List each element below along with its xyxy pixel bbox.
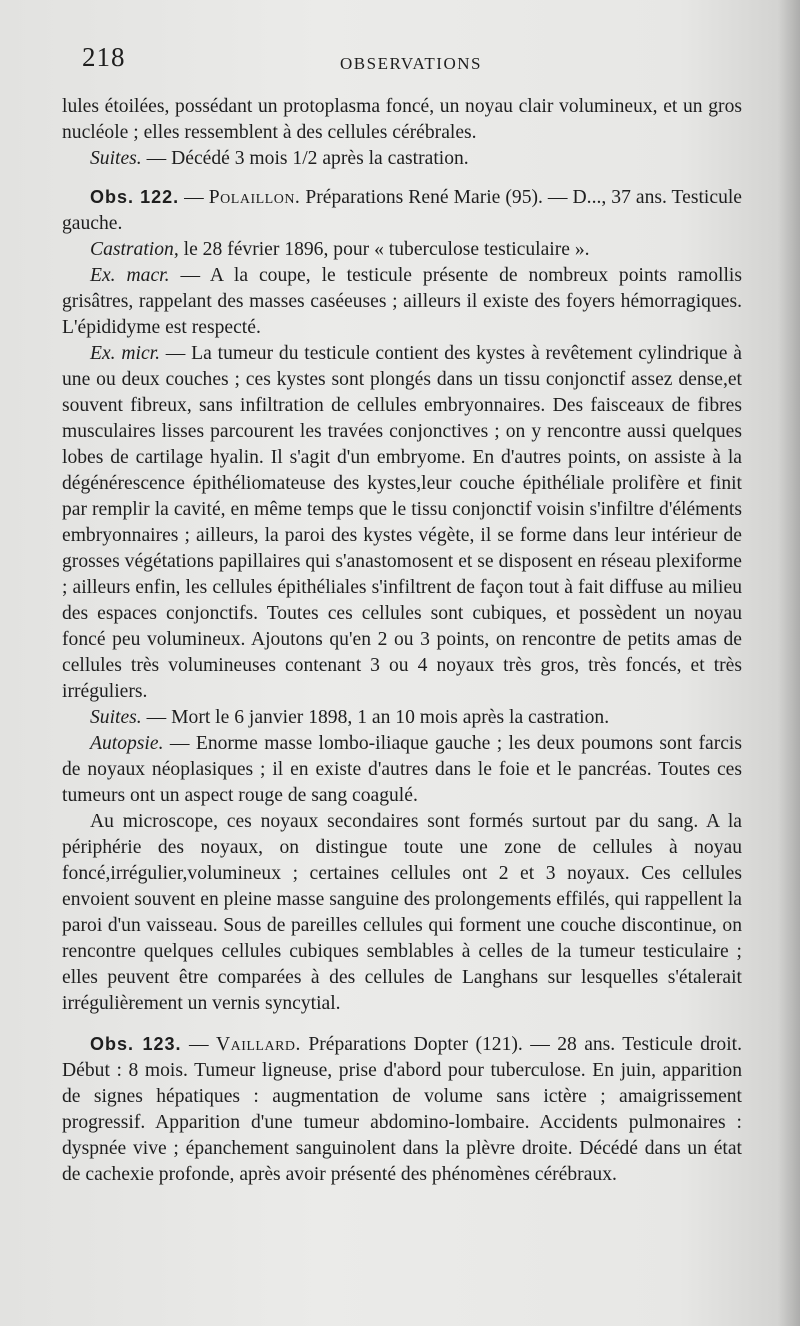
section-label: Suites. bbox=[90, 707, 142, 728]
observation-author: Vaillard. bbox=[215, 1034, 301, 1055]
separator: — bbox=[179, 187, 209, 208]
paragraph-text: — La tumeur du testicule contient des kystes à revêtement cylindrique à une ou deux couches ; ces kystes sont plongés dans un tissu conjonctif assez dense,et souvent fibreux, sans infiltration de cellules embryonnaires. Des faisceaux de fibres musculaires lisses parcourent les travées conjonctives ; on y rencontre aussi quelques lobes de cartilage hyalin. Il s'agit d'un embryome. En d'autres points, on assiste à la dégénérescence épithéliomateuse des kystes,leur couche épithéliale prolifère et finit par remplir la cavité, en même temps que le tissu conjonctif voisin s'infiltre d'éléments embryonnaires ; ailleurs, la paroi des kystes végète, il se forme dans leur intérieur de grosses végétations papillaires qui s'anastomosent et se disposent en réseau plexiforme ; ailleurs enfin, les cellules épithéliales s'infiltrent de façon tout à fait diffuse au milieu des espaces conjonctifs. Toutes ces cellules sont cubiques, et possèdent un noyau foncé peu volumineux. Ajoutons qu'en 2 ou 3 points, on rencontre de petits amas de cellules très volumineuses contenant 3 ou 4 noyaux très gros, très foncés, et très irréguliers. bbox=[62, 343, 742, 702]
paragraph-suites-mort bbox=[62, 705, 742, 731]
paragraph-text: — A la coupe, le testicule présente de nombreux points ramollis grisâtres, rappelant des masses caséeuses ; ailleurs il existe des foyers hémorragiques. L'épididyme est respecté. bbox=[62, 265, 742, 338]
paragraph-text: — Décédé 3 mois 1/2 après la castration. bbox=[141, 148, 469, 169]
paragraph-continuation: lules étoilées, possédant un protoplasma foncé, un noyau clair volumineux, et un gros nucléole ; elles ressemblent à des cellules cérébrales. bbox=[62, 96, 742, 143]
page-header bbox=[82, 42, 742, 82]
paragraph-text: — Mort le 6 janvier 1898, 1 an 10 mois après la castration. bbox=[141, 707, 610, 728]
body-text bbox=[62, 94, 742, 1188]
section-label: Ex. micr. bbox=[90, 343, 160, 364]
paragraph-text: — Enorme masse lombo-iliaque gauche ; les deux poumons sont farcis de noyaux néoplasiques ; il en existe d'autres dans le foie et le pancréas. Toutes ces tumeurs ont un aspect rouge de sang coagulé. bbox=[62, 733, 742, 806]
paragraph-ex-micr bbox=[62, 341, 742, 705]
observation-122-heading bbox=[62, 184, 742, 237]
section-label: Ex. macr. bbox=[90, 265, 170, 286]
section-label: Suites. bbox=[90, 148, 142, 169]
observation-label: Obs. 123. bbox=[90, 1034, 182, 1054]
observation-label: Obs. 122. bbox=[90, 187, 180, 207]
observation-author: Polaillon. bbox=[208, 187, 301, 208]
paragraph-castration bbox=[62, 237, 742, 263]
separator: — bbox=[181, 1034, 216, 1055]
paragraph-autopsie bbox=[62, 731, 742, 809]
section-label: Autopsie. bbox=[90, 733, 164, 754]
running-head: OBSERVATIONS bbox=[340, 54, 482, 73]
paragraph-obs122-suites bbox=[62, 146, 742, 172]
paragraph-text: Préparations René Marie (95). — D..., 37 ans. Testicule gauche. bbox=[62, 187, 742, 234]
observation-123-heading bbox=[62, 1031, 742, 1188]
page-number: 218 bbox=[82, 42, 126, 72]
paragraph-text: le 28 février 1896, pour « tuberculose testiculaire ». bbox=[178, 239, 590, 260]
paragraph-ex-macr bbox=[62, 263, 742, 341]
section-label: Castration, bbox=[90, 239, 179, 260]
paragraph-microscope: Au microscope, ces noyaux secondaires sont formés surtout par du sang. A la périphérie des noyaux, on distingue toute une zone de cellules à noyau foncé,irrégulier,volumineux ; certaines cellules ont 2 et 3 noyaux. Ces cellules envoient souvent en pleine masse sanguine des prolongements effilés, qui rappellent la paroi d'un vaisseau. Sous de pareilles cellules qui forment une couche discontinue, on rencontre quelques cellules cubiques semblables à celles de la tumeur testiculaire ; elles peuvent être comparées à des cellules de Langhans sur lesquelles s'étalerait irrégulièrement un vernis syncytial. bbox=[62, 811, 742, 1014]
paragraph-text: Préparations Dopter (121). — 28 ans. Testicule droit. Début : 8 mois. Tumeur ligneuse, prise d'abord pour tuberculose. En juin, apparition de signes hépatiques : augmentation de volume sans ictère ; amaigrissement progressif. Apparition d'une tumeur abdomino-lombaire. Accidents pulmonaires : dyspnée vive ; épanchement sanguinolent dans la plèvre droite. Décédé dans un état de cachexie profonde, après avoir présenté des phénomènes cérébraux. bbox=[62, 1034, 742, 1185]
page-edge-shadow bbox=[778, 0, 800, 1326]
